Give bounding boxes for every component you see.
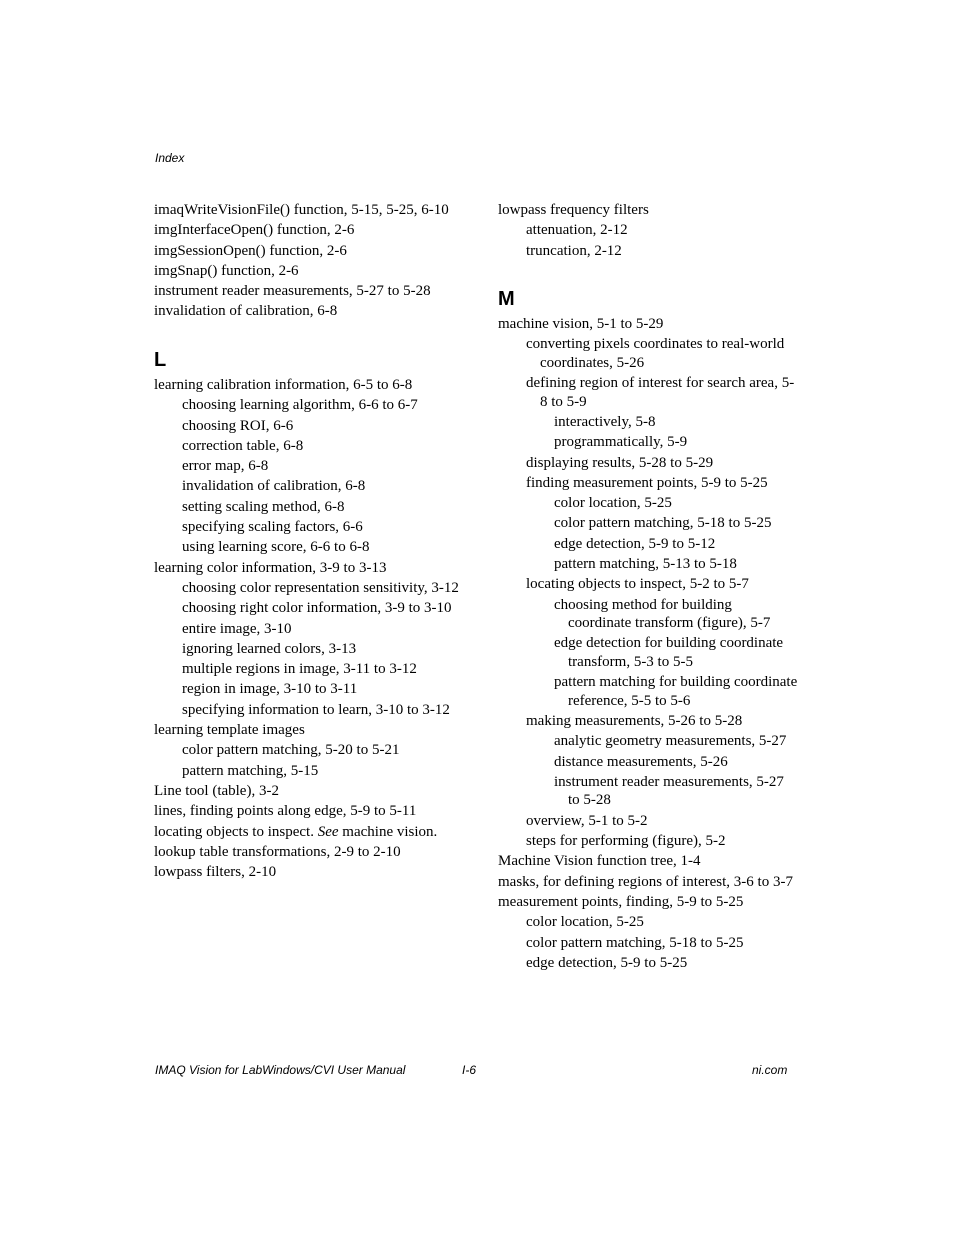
index-entry: lowpass frequency filters xyxy=(498,202,649,218)
index-entry: learning calibration information, 6-5 to 6-8 xyxy=(154,376,413,393)
index-entry: error map, 6-8 xyxy=(182,458,269,475)
index-entry: Machine Vision function tree, 1-4 xyxy=(498,853,701,870)
index-entry: choosing right color information, 3-9 to 3-10 xyxy=(182,600,452,617)
index-entry: edge detection for building coordinate transform, 5-3 to 5-5 xyxy=(554,635,784,670)
index-entry: defining region of interest for search area, 5-8 to 5-9 xyxy=(526,375,795,410)
index-entry: making measurements, 5-26 to 5-28 xyxy=(526,713,743,730)
index-entry: machine vision, 5-1 to 5-29 xyxy=(498,316,664,333)
index-entry: displaying results, 5-28 to 5-29 xyxy=(526,454,714,471)
index-entry: specifying scaling factors, 6-6 xyxy=(182,519,363,536)
index-entry: truncation, 2-12 xyxy=(526,242,622,259)
index-entry: Line tool (table), 3-2 xyxy=(154,782,279,799)
index-entry: pattern matching for building coordinate reference, 5-5 to 5-6 xyxy=(554,674,798,709)
footer-manual-title: IMAQ Vision for LabWindows/CVI User Manual xyxy=(155,1063,406,1077)
footer-page-number: I-6 xyxy=(462,1063,477,1077)
index-entry: converting pixels coordinates to real-world coordinates, 5-26 xyxy=(526,336,785,371)
index-entry: choosing learning algorithm, 6-6 to 6-7 xyxy=(182,397,418,414)
index-entry: edge detection, 5-9 to 5-12 xyxy=(554,535,716,552)
index-entry: lookup table transformations, 2-9 to 2-10 xyxy=(154,843,401,860)
index-entry: locating objects to inspect, 5-2 to 5-7 xyxy=(526,576,749,593)
index-entry: pattern matching, 5-15 xyxy=(182,762,319,779)
index-entry: entire image, 3-10 xyxy=(182,620,292,637)
index-entry: instrument reader measurements, 5-27 to 5-28 xyxy=(154,283,431,300)
index-entry: invalidation of calibration, 6-8 xyxy=(182,478,366,495)
index-entry: lowpass filters, 2-10 xyxy=(154,864,277,881)
index-entry: programmatically, 5-9 xyxy=(554,434,688,451)
index-entry: instrument reader measurements, 5-27 to 5-28 xyxy=(554,773,784,809)
index-entry: imgSessionOpen() function, 2-6 xyxy=(154,242,347,259)
index-entry: color location, 5-25 xyxy=(554,495,672,512)
index-entry: imaqWriteVisionFile() function, 5-15, 5-25, 6-10 xyxy=(154,202,449,218)
index-entry: masks, for defining regions of interest, 3-6 to 3-7 xyxy=(498,873,793,890)
index-entry: region in image, 3-10 to 3-11 xyxy=(182,681,358,698)
index-entry: color pattern matching, 5-20 to 5-21 xyxy=(182,742,400,759)
index-entry xyxy=(154,823,474,842)
index-entry: choosing color representation sensitivity, 3-12 xyxy=(182,579,459,596)
index-entry: pattern matching, 5-13 to 5-18 xyxy=(554,556,737,573)
index-entry: analytic geometry measurements, 5-27 xyxy=(554,733,787,750)
index-entry: lines, finding points along edge, 5-9 to 5-11 xyxy=(154,803,417,820)
index-entry: color pattern matching, 5-18 to 5-25 xyxy=(554,515,772,532)
index-entry: choosing method for building coordinate transform (figure), 5-7 xyxy=(554,596,771,632)
index-letter-heading: L xyxy=(154,348,167,371)
index-entry: setting scaling method, 6-8 xyxy=(182,498,345,515)
see-reference: See xyxy=(317,823,339,840)
index-entry: learning color information, 3-9 to 3-13 xyxy=(154,559,387,576)
index-entry: choosing ROI, 6-6 xyxy=(182,417,294,434)
index-entry: steps for performing (figure), 5-2 xyxy=(526,833,726,850)
index-entry: attenuation, 2-12 xyxy=(526,222,628,239)
index-letter-heading: M xyxy=(498,288,515,311)
index-entry: specifying information to learn, 3-10 to 3-12 xyxy=(182,701,450,718)
index-entry: edge detection, 5-9 to 5-25 xyxy=(526,954,688,971)
footer-site: ni.com xyxy=(752,1063,788,1077)
index-entry: correction table, 6-8 xyxy=(182,437,304,454)
index-entry: color location, 5-25 xyxy=(526,914,644,931)
index-entry: invalidation of calibration, 6-8 xyxy=(154,303,338,320)
index-entry: distance measurements, 5-26 xyxy=(554,753,728,770)
index-column-right xyxy=(498,201,798,974)
index-entry: color pattern matching, 5-18 to 5-25 xyxy=(526,934,744,951)
index-entry: finding measurement points, 5-9 to 5-25 xyxy=(526,474,768,491)
index-entry: ignoring learned colors, 3-13 xyxy=(182,640,357,657)
index-entry: using learning score, 6-6 to 6-8 xyxy=(182,539,370,556)
index-entry: learning template images xyxy=(154,722,305,739)
index-column-left xyxy=(154,201,474,883)
index-entry: overview, 5-1 to 5-2 xyxy=(526,812,648,829)
running-head: Index xyxy=(155,151,185,165)
index-entry: multiple regions in image, 3-11 to 3-12 xyxy=(182,661,417,678)
index-entry-text: locating objects to inspect. xyxy=(154,823,318,840)
index-entry: measurement points, finding, 5-9 to 5-25 xyxy=(498,893,744,910)
index-entry: imgSnap() function, 2-6 xyxy=(154,262,299,279)
index-entry: imgInterfaceOpen() function, 2-6 xyxy=(154,222,355,239)
see-target: machine vision. xyxy=(338,823,438,840)
index-entry: interactively, 5-8 xyxy=(554,413,656,430)
